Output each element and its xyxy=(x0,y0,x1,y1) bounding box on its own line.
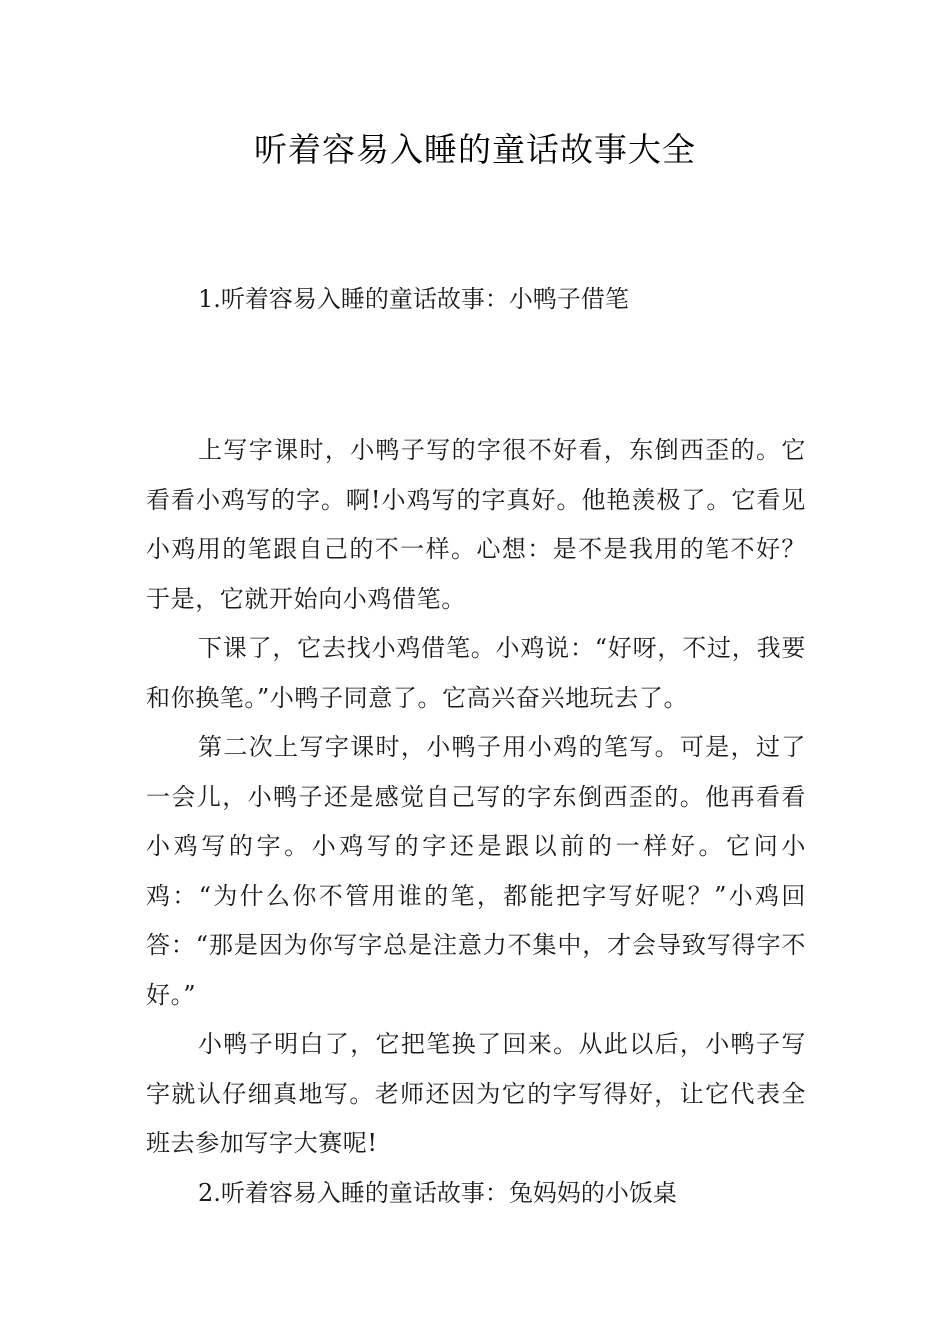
story-paragraph: 下课了，它去找小鸡借笔。小鸡说：“好呀，不过，我要和你换笔。”小鸭子同意了。它高兴奋兴地玩去了。 xyxy=(146,634,806,712)
document-title: 听着容易入睡的童话故事大全 xyxy=(254,130,696,169)
section-heading-2: 2.听着容易入睡的童话故事：兔妈妈的小饭桌 xyxy=(198,1179,677,1207)
section-heading-1: 1.听着容易入睡的童话故事：小鸭子借笔 xyxy=(198,285,629,313)
story-body xyxy=(146,426,806,1169)
story-paragraph: 上写字课时，小鸭子写的字很不好看，东倒西歪的。它看看小鸡写的字。啊!小鸡写的字真好。他艳羡极了。它看见小鸡用的笔跟自己的不一样。心想：是不是我用的笔不好？于是，它就开始向小鸡借笔。 xyxy=(146,436,806,613)
story-paragraph: 小鸭子明白了，它把笔换了回来。从此以后，小鸭子写字就认仔细真地写。老师还因为它的字写得好，让它代表全班去参加写字大赛呢! xyxy=(146,1030,806,1157)
story-paragraph: 第二次上写字课时，小鸭子用小鸡的笔写。可是，过了一会儿，小鸭子还是感觉自己写的字东倒西歪的。他再看看小鸡写的字。小鸡写的字还是跟以前的一样好。它问小鸡：“为什么你不管用谁的笔，都能把字写好呢？”小鸡回答：“那是因为你写字总是注意力不集中，才会导致写得字不好。” xyxy=(146,733,806,1009)
